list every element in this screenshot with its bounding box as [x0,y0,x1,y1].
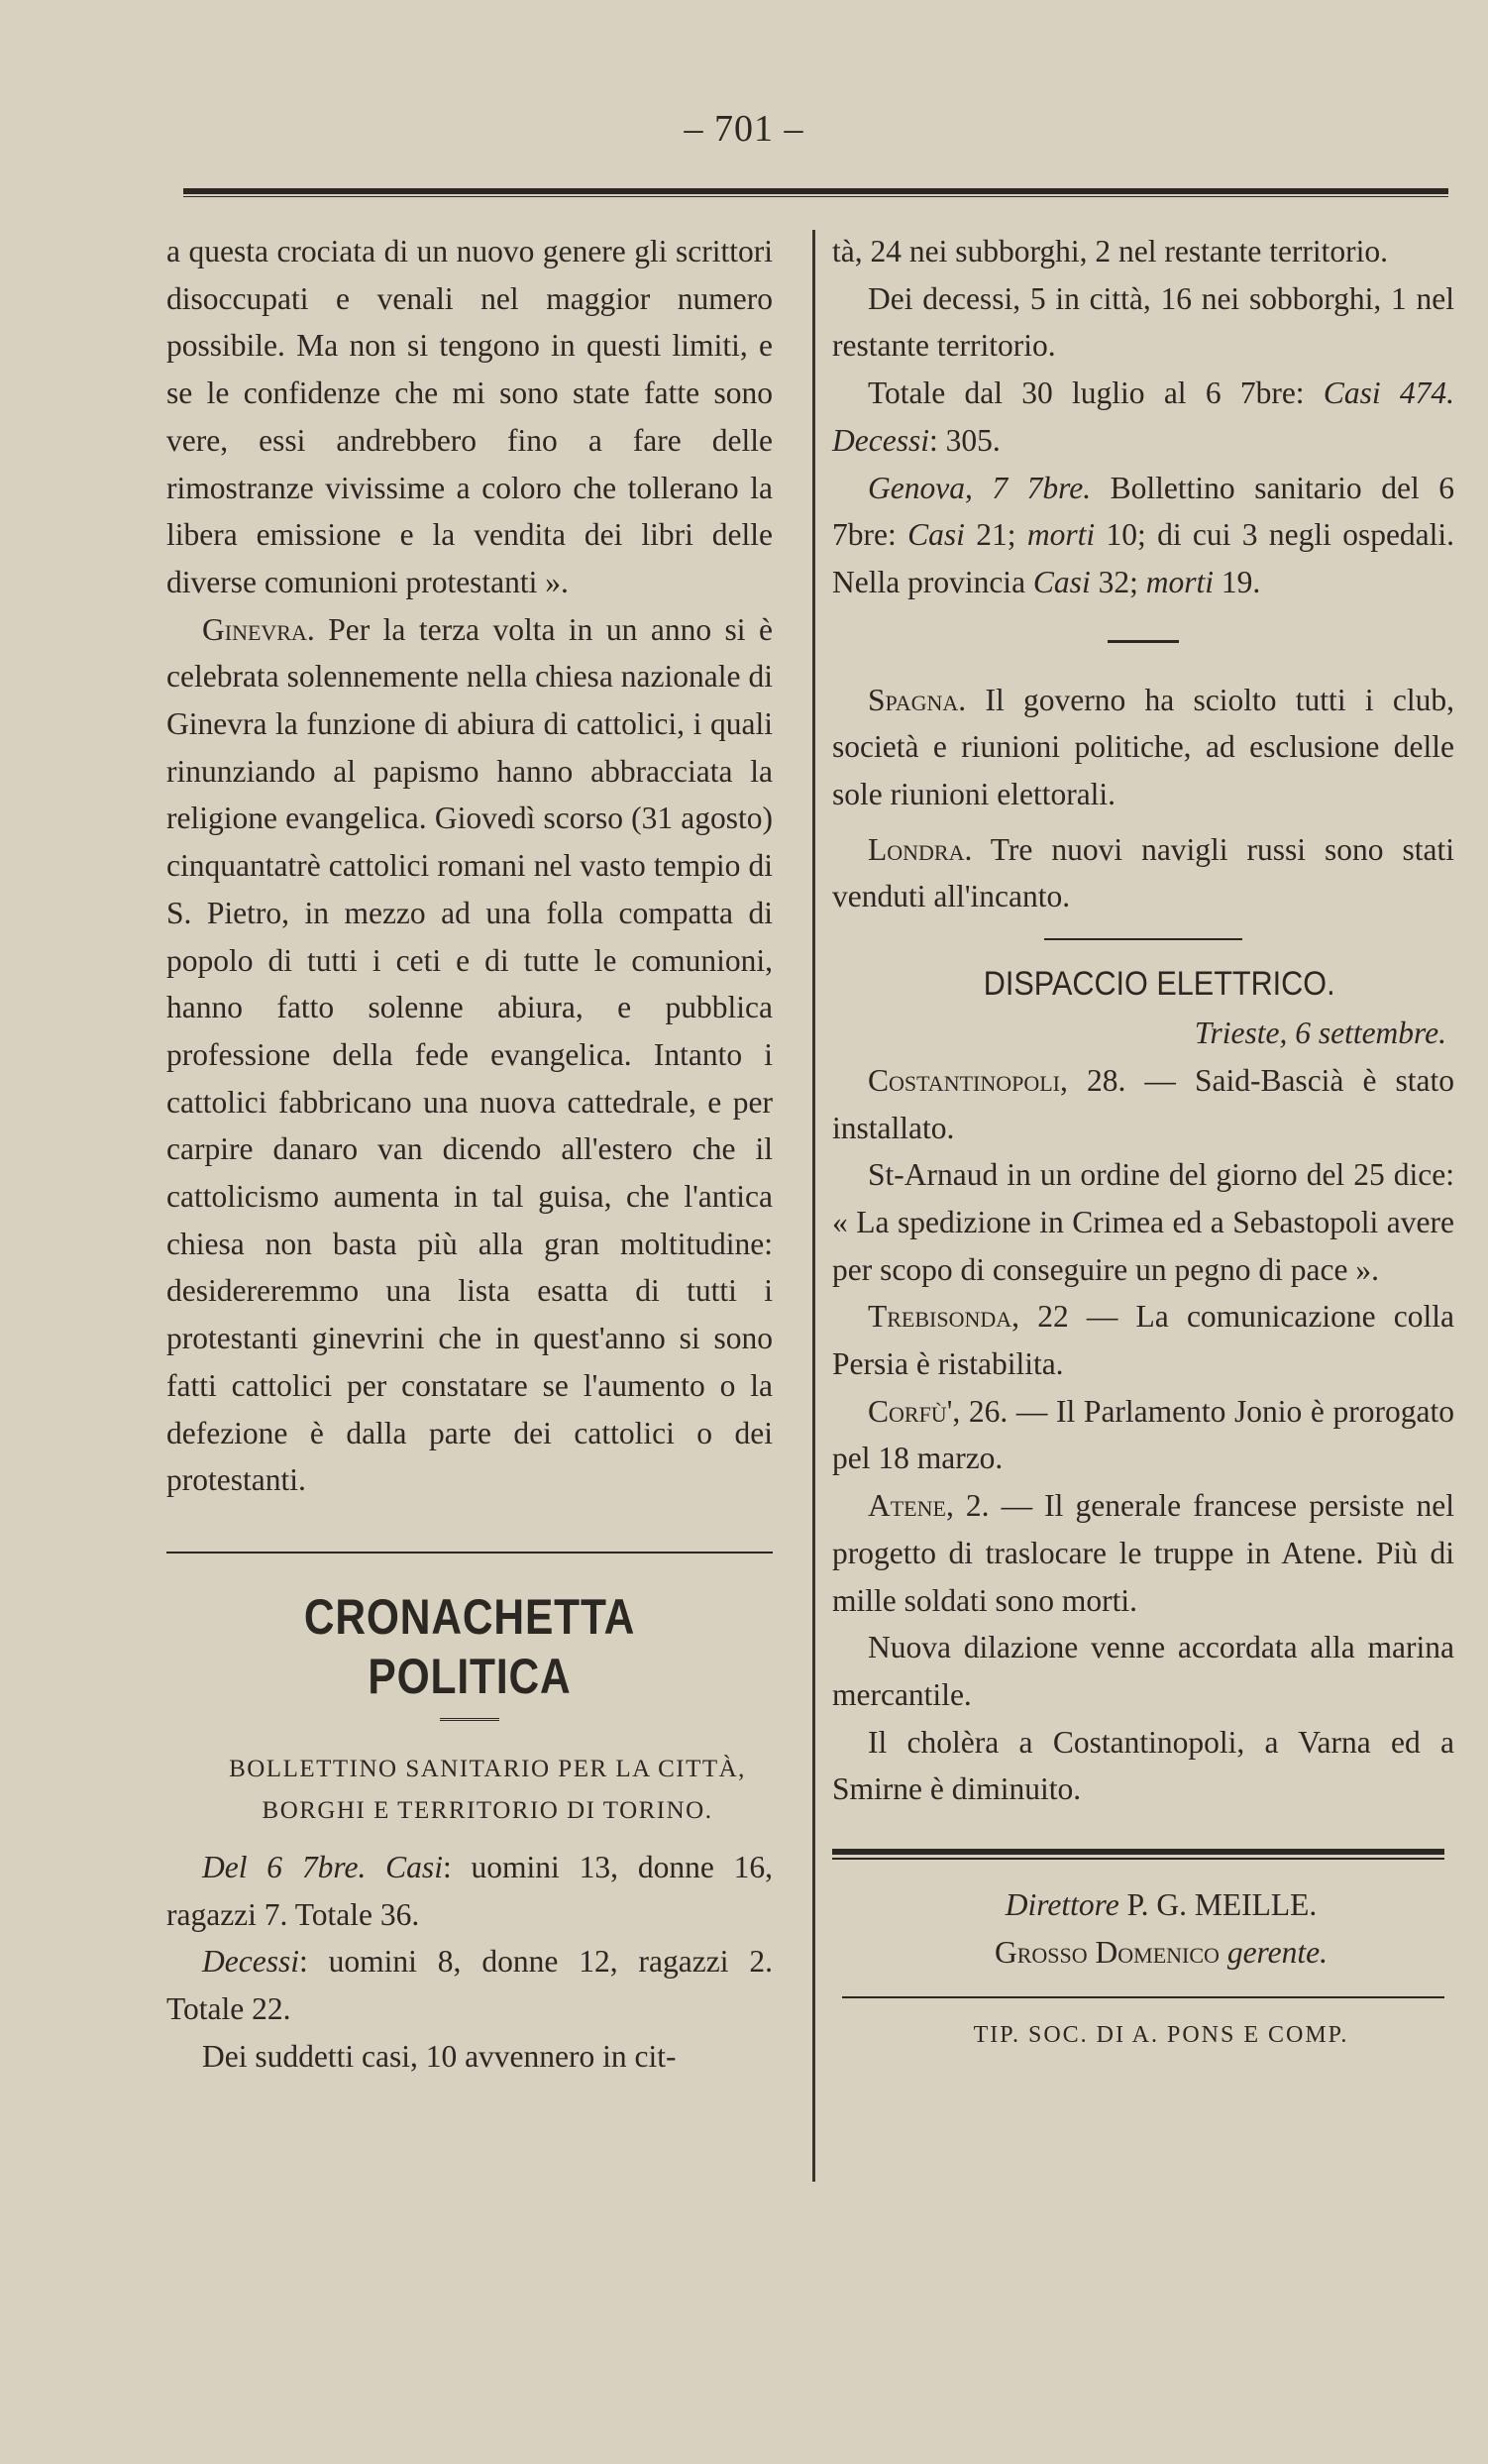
total-deaths: : 305. [928,422,1001,458]
label-decessi: Decessi [202,1944,299,1980]
label-decessi-total: Decessi [832,422,929,458]
paragraph-continuation: a questa crociata di un nuovo genere gli scrittori disoccupati e venali nel maggior numero possibile. Ma non si tengono in questi limiti, e se le confidenze che mi sono state fatte sono vere, essi andrebbero fino a fare delle rimostranze vivissime a coloro che tollerano la libera emissione e la vendita dei libri delle diverse comunioni protestanti ». [166,234,773,599]
imprint-rule [842,1996,1444,1998]
dispatch-trebisonda [832,1293,1454,1387]
lead-trebisonda: Trebisonda, [868,1299,1020,1335]
province-casi-value: 32; [1098,564,1138,599]
total-text: Totale dal 30 luglio al 6 7bre: [868,375,1305,411]
printer-imprint: TIP. SOC. DI A. PONS E COMP. [973,2021,1349,2048]
paragraph-ginevra [166,606,773,1504]
lead-atene: Atene, [868,1488,954,1524]
city-genova: Genova [868,470,965,505]
dispatch-costantinopoli [832,1057,1454,1151]
genova-casi-value: 21; [976,517,1016,553]
header-rule [183,188,1448,197]
dispatch-starnaud: St-Arnaud in un ordine del giorno del 25 dice: « La spedizione in Crimea ed a Sebastopoli avere per scopo di conseguire un pegno di pace ». [832,1157,1454,1287]
bulletin-breakdown: Dei suddetti casi, 10 avvennero in cit- [202,2038,677,2074]
section-title: CRONACHETTA POLITICA [303,1588,636,1704]
text-corfu: 26. — Il Parlamento Jonio è prorogato pel 18 marzo. [832,1393,1454,1476]
director-name: P. G. MEILLE. [1126,1887,1318,1923]
breakdown-continuation: tà, 24 nei subborghi, 2 nel restante territorio. [832,234,1389,268]
manager-name: Grosso Domenico [994,1934,1220,1970]
dispatch-dateline: Trieste, 6 settembre. [1194,1016,1446,1051]
signature-director [832,1881,1454,1929]
lead-corfu: Corfù', [868,1393,961,1429]
left-column [166,228,773,2081]
bulletin-date: Del 6 7bre. [202,1849,367,1884]
lead-londra: Londra. [868,831,973,867]
bulletin-cases [166,1844,773,1938]
province-casi-label: Casi [1032,564,1091,599]
paragraph-spagna [832,677,1454,818]
bulletin-heading-line-1: BOLLETTINO SANITARIO PER LA CITTÀ, [229,1755,746,1782]
dispatch-title: DISPACCIO ELETTRICO. [983,965,1335,1004]
deaths-text: : uomini 8, donne 12, ragazzi 2. Totale 22. [166,1944,773,2027]
separator-rule [1108,640,1179,643]
genova-casi-label: Casi [907,517,965,553]
page-number: – 701 – [684,108,804,150]
paragraph-genova [832,465,1454,606]
cases-text: : uomini 13, donne 16, ragazzi 7. Totale 36. [166,1849,773,1932]
label-casi: Casi [385,1849,443,1884]
title-ornament-rule [440,1718,499,1723]
text-spagna: Il governo ha sciolto tutti i club, società e riunioni politiche, ad esclusione delle sole riunioni elettorali. [832,682,1455,812]
total-summary [832,370,1454,464]
bulletin-deaths [166,1938,773,2032]
text-trebisonda: 22 — La comunicazione colla Persia è ristabilita. [832,1299,1455,1382]
director-role: Direttore [1005,1887,1119,1923]
dispatch-cholera: Il cholèra a Costantinopoli, a Varna ed a Smirne è diminuito. [832,1724,1454,1807]
province-morti-label: morti [1145,564,1214,599]
text-costantinopoli: 28. — Said-Bascià è stato installato. [832,1062,1454,1145]
dispatch-rule [1044,938,1242,940]
text-atene: 2. — Il generale francese persiste nel progetto di traslocare le truppe in Atene. Più di mille soldati sono morti. [832,1488,1454,1618]
genova-text-2: 10; di cui 3 negli ospedali. Nella provincia [832,517,1455,599]
genova-text-1: Bollettino sanitario del 6 7bre: [832,470,1454,553]
section-rule [166,1552,773,1553]
column-divider [812,230,815,2182]
text-ginevra: Per la terza volta in un anno si è celebrata solennemente nella chiesa nazionale di Ginevra la funzione di abiura di cattolici, i quali rinunziando al papismo hanno abbracciata la religione evangelica. Giovedì scorso (31 agosto) cinquantatrè cattolici romani nel vasto tempio di S. Pietro, in mezzo ad una folla compatta di popolo di tutti i ceti e di tutte le comunioni, hanno fatto solenne abiura, e pubblica professione della fede evangelica. Intanto i cattolici fabbricano una nuova cattedrale, e per carpire danaro van dicendo all'estero che il cattolicismo aumenta in tal guisa, che l'antica chiesa non basta più alla gran moltitudine: desidereremmo una lista esatta di tutti i protestanti ginevrini che in quest'anno si sono fatti cattolici per constatare se l'aumento o la defezione è dalla parte dei cattolici o dei protestanti. [166,611,774,1498]
text-londra: Tre nuovi navigli russi sono stati venduti all'incanto. [832,831,1455,914]
genova-morti-label: morti [1026,517,1096,553]
bulletin-heading-line-2: BORGHI E TERRITORIO DI TORINO. [262,1796,713,1824]
dispatch-marina: Nuova dilazione venne accordata alla marina mercantile. [832,1630,1454,1712]
paragraph-londra [832,826,1454,920]
dispatch-atene [832,1482,1454,1624]
total-cases: Casi 474. [1323,375,1455,411]
province-morti-value: 19. [1221,564,1261,599]
right-column [832,228,1454,2059]
lead-costantinopoli: Costantinopoli, [868,1062,1068,1098]
lead-ginevra: Ginevra. [202,611,315,647]
signature-manager [832,1929,1454,1977]
manager-role: gerente. [1226,1934,1328,1970]
genova-date: , 7 7bre. [964,470,1092,505]
closing-rule [832,1849,1444,1860]
deaths-breakdown: Dei decessi, 5 in città, 16 nei sobborghi, 1 nel restante territorio. [832,280,1454,364]
lead-spagna: Spagna. [868,682,967,717]
dispatch-corfu [832,1388,1454,1482]
